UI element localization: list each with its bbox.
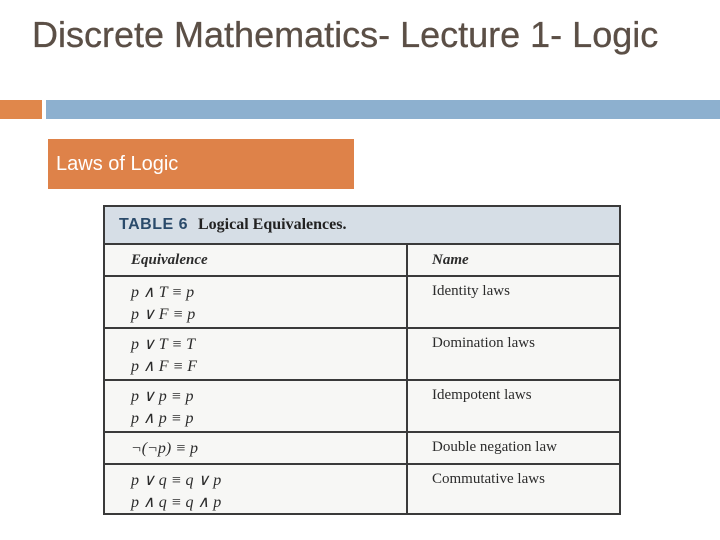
table-row	[105, 381, 619, 433]
law-name: Domination laws	[432, 335, 535, 351]
equivalence-text: p ∧ T ≡ p	[131, 284, 195, 301]
table-row	[105, 329, 619, 381]
column-header-name: Name	[432, 252, 469, 268]
slide-subtitle: Laws of Logic	[48, 139, 354, 189]
slide-title: Discrete Mathematics- Lecture 1- Logic	[32, 14, 659, 55]
law-name: Double negation law	[432, 439, 557, 455]
table-row	[105, 465, 619, 515]
column-header-equivalence: Equivalence	[105, 245, 408, 275]
law-name: Commutative laws	[432, 471, 545, 487]
accent-bar-orange	[0, 100, 42, 119]
law-name: Identity laws	[432, 283, 510, 299]
equivalence-text: p ∨ T ≡ T	[131, 336, 196, 353]
equivalences-table	[103, 205, 621, 515]
accent-bar-blue	[46, 100, 720, 119]
equivalence-text: p ∨ q ≡ q ∨ p	[131, 472, 222, 489]
table-column-headers	[105, 245, 619, 277]
equivalence-text: p ∨ F ≡ p	[131, 306, 196, 323]
equivalence-text: p ∧ p ≡ p	[131, 410, 194, 427]
table-row	[105, 433, 619, 465]
law-name: Idempotent laws	[432, 387, 532, 403]
table-header	[105, 207, 619, 245]
table-number: TABLE 6	[119, 216, 188, 233]
equivalence-text: ¬(¬p) ≡ p	[131, 440, 199, 457]
equivalence-text: p ∨ p ≡ p	[131, 388, 194, 405]
table-caption: Logical Equivalences.	[197, 216, 347, 233]
table-row	[105, 277, 619, 329]
equivalence-text: p ∧ F ≡ F	[131, 358, 198, 375]
equivalence-text: p ∧ q ≡ q ∧ p	[131, 494, 222, 511]
